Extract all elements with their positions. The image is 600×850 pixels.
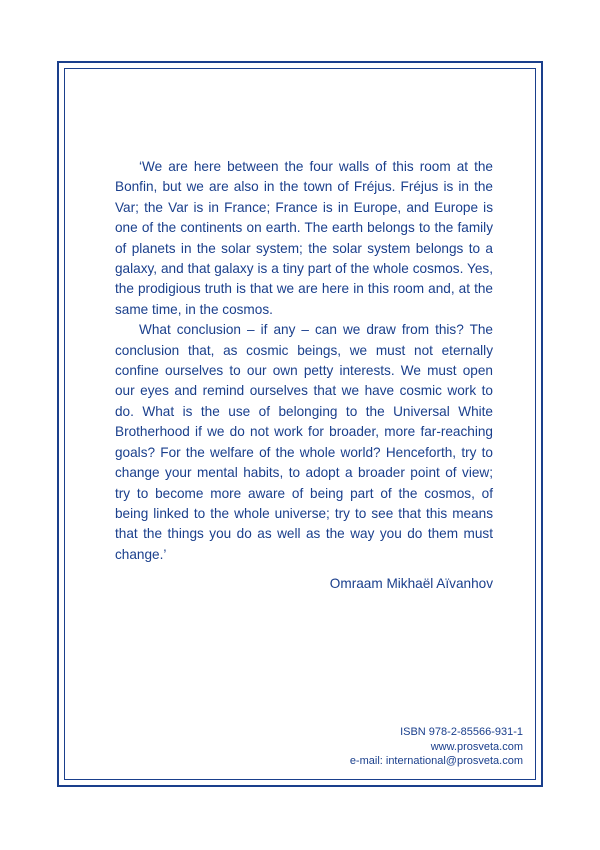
isbn-number: ISBN 978-2-85566-931-1 bbox=[400, 726, 523, 738]
quote-block bbox=[115, 157, 493, 565]
quote-paragraph-1: ‘We are here between the four walls of this room at the Bonfin, but we are also in the town of Fréjus. Fréjus is in the Var; the Var is in France; France is in Europe, and Europe is one of the continents on earth. The earth belongs to the family of planets in the solar system; the solar system belongs to a galaxy, and that galaxy is a tiny part of the whole cosmos. Yes, the prodigious truth is that we are here in this room and, at the same time, in the cosmos. bbox=[115, 159, 493, 317]
colophon bbox=[280, 725, 523, 769]
quote-paragraph-2: What conclusion – if any – can we draw from this? The conclusion that, as cosmic beings, we must not eternally confine ourselves to our own petty interests. We must open our eyes and remind ourselves that we have cosmic work to do. What is the use of belonging to the Universal White Brotherhood if we do not work for broader, more far-reaching goals? For the welfare of the whole world? Henceforth, try to change your mental habits, to adopt a broader point of view; try to become more aware of being part of the cosmos, of being linked to the whole universe; try to see that this means that the things you do as well as the way you do them must change.’ bbox=[115, 322, 493, 562]
contact-email: e-mail: international@prosveta.com bbox=[349, 755, 523, 767]
quote-author: Omraam Mikhaël Aïvanhov bbox=[329, 576, 493, 591]
website-url: www.prosveta.com bbox=[430, 740, 523, 753]
